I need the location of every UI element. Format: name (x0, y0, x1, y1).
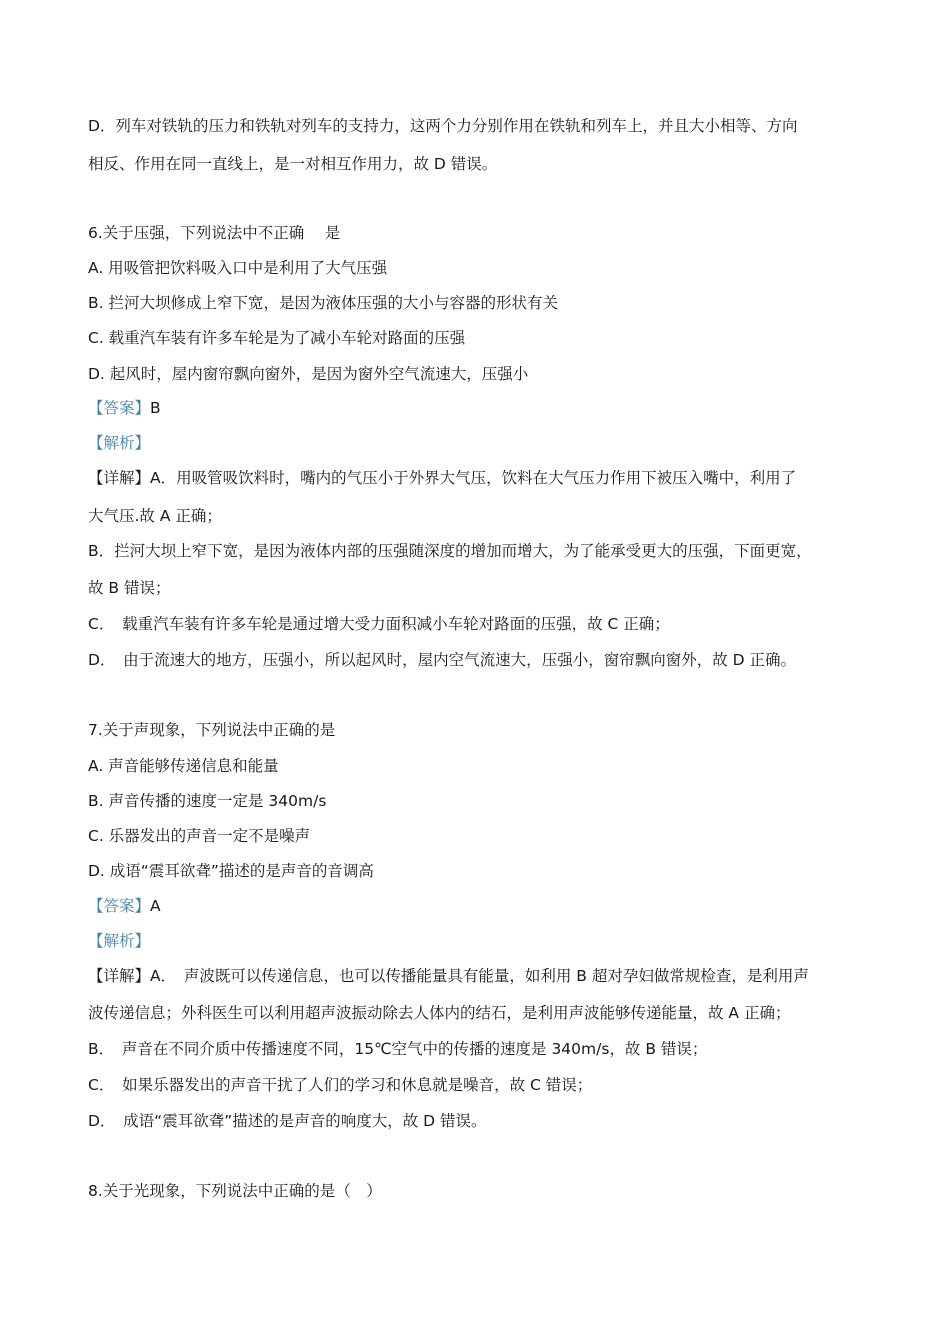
q7-option-d: D. 成语“震耳欲聋”描述的是声音的音调高 (88, 862, 374, 880)
q6-detail-a-line2: 大气压.故 A 正确； (88, 507, 222, 525)
q6-option-c: C. 载重汽车装有许多车轮是为了减小车轮对路面的压强 (88, 329, 466, 347)
q6-option-d: D. 起风时，屋内窗帘飘向窗外，是因为窗外空气流速大，压强小 (88, 365, 529, 383)
q6-detail-a-line1 (88, 468, 870, 488)
detail-tag: 【详解】 (88, 967, 151, 985)
q7-detail-c: C． 如果乐器发出的声音干扰了人们的学习和休息就是噪音，故 C 错误； (88, 1076, 593, 1094)
q7-answer (88, 896, 870, 916)
analysis-tag: 【解析】 (88, 932, 151, 950)
q7-detail-a-line2: 波传递信息；外科医生可以利用超声波振动除去人体内的结石，是利用声波能够传递能量，故 A 正确； (88, 1004, 791, 1022)
q7-detail-b: B． 声音在不同介质中传播速度不同，15℃空气中的传播的速度是 340m/s，故 B 错误； (88, 1040, 708, 1058)
answer-tag: 【答案】 (88, 399, 151, 417)
q7-option-c: C. 乐器发出的声音一定不是噪声 (88, 827, 311, 845)
q6-answer (88, 398, 870, 418)
analysis-tag: 【解析】 (88, 434, 151, 452)
detail-text: A．用吸管吸饮料时，嘴内的气压小于外界大气压，饮料在大气压力作用下被压入嘴中，利用了 (150, 469, 797, 487)
q7-option-b: B. 声音传播的速度一定是 340m/s (88, 792, 327, 810)
q6-option-b: B. 拦河大坝修成上窄下宽，是因为液体压强的大小与容器的形状有关 (88, 294, 558, 312)
answer-tag: 【答案】 (88, 897, 151, 915)
q5-option-d-explanation-line2: 相反、作用在同一直线上，是一对相互作用力，故 D 错误。 (88, 155, 498, 173)
q7-analysis-tag (88, 931, 870, 951)
answer-value: B (150, 399, 161, 417)
q6-option-a: A. 用吸管把饮料吸入口中是利用了大气压强 (88, 259, 388, 277)
q5-option-d-explanation-line1: D．列车对铁轨的压力和铁轨对列车的支持力，这两个力分别作用在铁轨和列车上，并且大小相等、方向 (88, 117, 798, 135)
detail-text: A． 声波既可以传递信息，也可以传播能量具有能量，如利用 B 超对孕妇做常规检查，是利用声 (150, 967, 809, 985)
answer-value: A (150, 897, 161, 915)
q6-detail-b-line1: B．拦河大坝上窄下宽，是因为液体内部的压强随深度的增加而增大，为了能承受更大的压强，下面更宽， (88, 542, 812, 560)
q6-detail-c: C． 载重汽车装有许多车轮是通过增大受力面积减小车轮对路面的压强，故 C 正确； (88, 615, 670, 633)
q6-analysis-tag (88, 433, 870, 453)
detail-tag: 【详解】 (88, 469, 151, 487)
q7-detail-d: D． 成语“震耳欲聋”描述的是声音的响度大，故 D 错误。 (88, 1112, 487, 1130)
q6-detail-d: D． 由于流速大的地方，压强小，所以起风时，屋内空气流速大，压强小，窗帘飘向窗外，故 D 正确。 (88, 651, 796, 669)
q7-detail-a-line1 (88, 966, 870, 986)
q6-stem: 6.关于压强，下列说法中不正确 是 (88, 224, 341, 242)
q7-stem: 7.关于声现象，下列说法中正确的是 (88, 721, 336, 739)
q6-detail-b-line2: 故 B 错误； (88, 579, 171, 597)
q7-option-a: A. 声音能够传递信息和能量 (88, 757, 279, 775)
q8-stem: 8.关于光现象，下列说法中正确的是（ ） (88, 1182, 382, 1200)
